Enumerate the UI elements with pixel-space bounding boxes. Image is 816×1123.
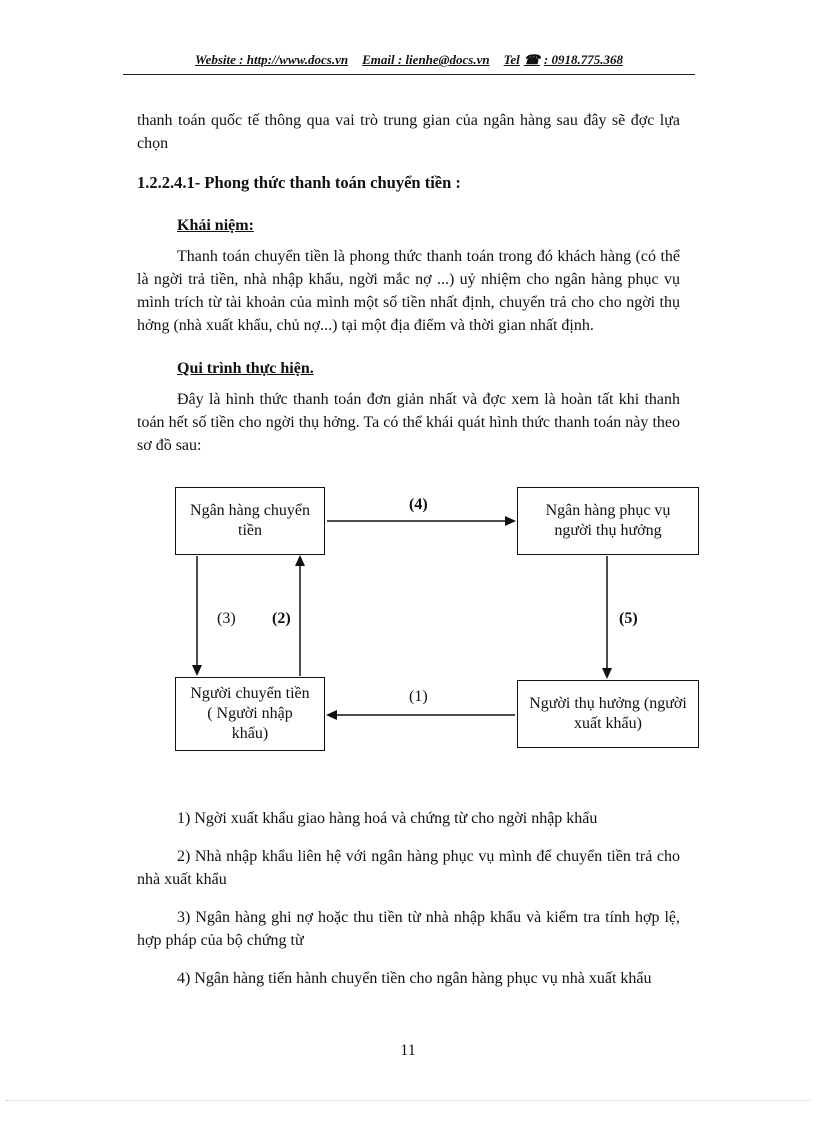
diagram-label-2: (2) bbox=[272, 610, 291, 627]
diagram-label-3: (3) bbox=[217, 610, 236, 627]
subheading-concept: Khái niệm: bbox=[177, 217, 254, 234]
page-number: 11 bbox=[400, 1042, 416, 1059]
arrow-step2 bbox=[295, 555, 305, 676]
document-body bbox=[137, 109, 687, 990]
step-item: 2) Nhà nhập khẩu liên hệ với ngân hàng phục vụ mình để chuyển tiền trả cho nhà xuất khẩu bbox=[137, 848, 680, 888]
paragraph-intro: thanh toán quốc tế thông qua vai trò trung gian của ngân hàng sau đây sẽ đợc lựa chọn bbox=[137, 112, 680, 152]
paragraph-process: Đây là hình thức thanh toán đơn giản nhất và đợc xem là hoàn tất khi thanh toán hết số tiền cho ngời thụ hởng. Ta có thể khái quát hình thức thanh toán này theo sơ đồ sau: bbox=[137, 391, 680, 454]
step-item: 4) Ngân hàng tiến hành chuyển tiền cho ngân hàng phục vụ nhà xuất khẩu bbox=[177, 970, 652, 987]
page-bottom-border bbox=[6, 1100, 810, 1101]
step-item: 1) Ngời xuất khẩu giao hàng hoá và chứng từ cho ngời nhập khẩu bbox=[177, 810, 598, 827]
arrow-step4 bbox=[327, 516, 516, 526]
arrow-step5 bbox=[602, 556, 612, 679]
diagram-box-remitter: Người chuyển tiền ( Người nhập khẩu) bbox=[175, 677, 325, 751]
diagram-box-remitting-bank: Ngân hàng chuyển tiền bbox=[175, 487, 325, 555]
steps-list bbox=[137, 807, 680, 990]
header-contact-info bbox=[123, 52, 695, 75]
subheading-process: Qui trình thực hiện. bbox=[177, 360, 314, 377]
payment-flow-diagram bbox=[137, 485, 687, 767]
step-item: 3) Ngân hàng ghi nợ hoặc thu tiền từ nhà nhập khẩu và kiểm tra tính hợp lệ, hợp pháp của bộ chứng từ bbox=[137, 909, 680, 949]
header-tel-value: : 0918.775.368 bbox=[543, 52, 624, 67]
arrow-step1 bbox=[326, 710, 515, 720]
section-heading: 1.2.2.4.1- Phong thức thanh toán chuyển tiền : bbox=[137, 173, 461, 192]
diagram-box-beneficiary: Người thụ hưởng (người xuất khẩu) bbox=[517, 680, 699, 748]
diagram-label-1: (1) bbox=[409, 688, 428, 705]
arrow-step3 bbox=[192, 556, 202, 676]
phone-icon: ☎ bbox=[523, 52, 540, 67]
diagram-label-5: (5) bbox=[619, 610, 638, 627]
header-email: Email : lienhe@docs.vn bbox=[362, 52, 490, 67]
header-tel-label: Tel bbox=[503, 52, 520, 67]
paragraph-concept: Thanh toán chuyển tiền là phong thức thanh toán trong đó khách hàng (có thể là ngời trả tiền, nhà nhập khẩu, ngời mắc nợ ...) uỷ nhiệm cho ngân hàng phục vụ mình trích từ tài khoản của mình một số tiền nhất định, chuyển trả cho cho ngời thụ hởng (nhà xuất khẩu, chủ nợ...) tại một địa điểm và thời gian nhất định. bbox=[137, 248, 680, 334]
diagram-label-4: (4) bbox=[409, 496, 428, 513]
header-website: Website : http://www.docs.vn bbox=[194, 52, 349, 67]
diagram-box-beneficiary-bank: Ngân hàng phục vụ người thụ hưởng bbox=[517, 487, 699, 555]
